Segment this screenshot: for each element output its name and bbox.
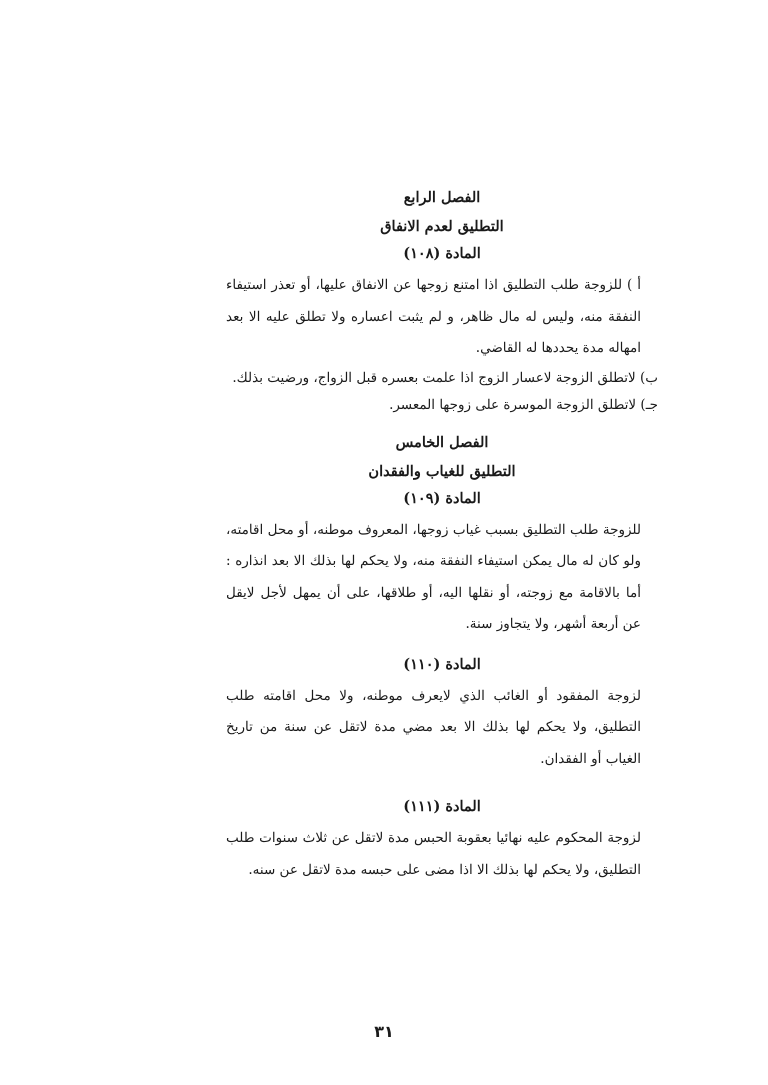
- article-108-clause-b: ب) لاتطلق الزوجة لاعسار الزوج اذا علمت بعسره قبل الزواج، ورضيت بذلك.: [232, 369, 658, 386]
- chapter-5-subtitle: التطليق للغياب والفقدان: [368, 462, 516, 480]
- chapter-4-subtitle: التطليق لعدم الانفاق: [380, 218, 504, 235]
- article-111-text: لزوجة المحكوم عليه نهائيا بعقوبة الحبس مدة لاتقل عن ثلاث سنوات طلب التطليق، ولا يحكم لها بذلك الا اذا مضى على حبسه مدة لاتقل عن سنه.: [226, 830, 641, 878]
- spacer: [226, 775, 658, 797]
- chapter-5-title: الفصل الخامس: [395, 433, 489, 451]
- spacer: [226, 419, 658, 433]
- article-109-heading: المادة (١٠٩): [403, 489, 481, 507]
- chapter-4-title: الفصل الرابع: [403, 189, 481, 206]
- article-111-heading: المادة (١١١): [403, 798, 481, 815]
- article-108-heading: المادة (١٠٨): [403, 245, 481, 262]
- article-110-text: لزوجة المفقود أو الغائب الذي لايعرف موطنه، ولا محل اقامته طلب التطليق، ولا يحكم لها بذلك الا بعد مضي مدة لاتقل عن سنة من تاريخ الغياب أو الفقدان.: [226, 687, 641, 767]
- spacer: [226, 641, 658, 655]
- page-number: ٣١: [374, 1022, 394, 1041]
- page-content: [226, 188, 658, 886]
- article-109-text: للزوجة طلب التطليق بسبب غياب زوجها، المعروف موطنه، أو محل اقامته، ولو كان له مال يمكن استيفاء النفقة منه، ولا يحكم لها بذلك الا بعد انذاره : أما بالاقامة مع زوجته، أو نقلها اليه، أو طلاقها، على أن يمهل لأجل لايقل عن أربعة أشهر، ولا يتجاوز سنة.: [226, 521, 641, 632]
- article-110-heading: المادة (١١٠): [403, 655, 481, 673]
- article-108-clause-c: جـ) لاتطلق الزوجة الموسرة على زوجها المعسر.: [389, 396, 658, 413]
- article-108-clause-a: أ ) للزوجة طلب التطليق اذا امتنع زوجها عن الانفاق عليها، أو تعذر استيفاء النفقة منه، وليس له مال ظاهر، و لم يثبت اعساره ولا تطلق عليه الا بعد امهاله مدة يحددها له القاضي.: [226, 277, 641, 356]
